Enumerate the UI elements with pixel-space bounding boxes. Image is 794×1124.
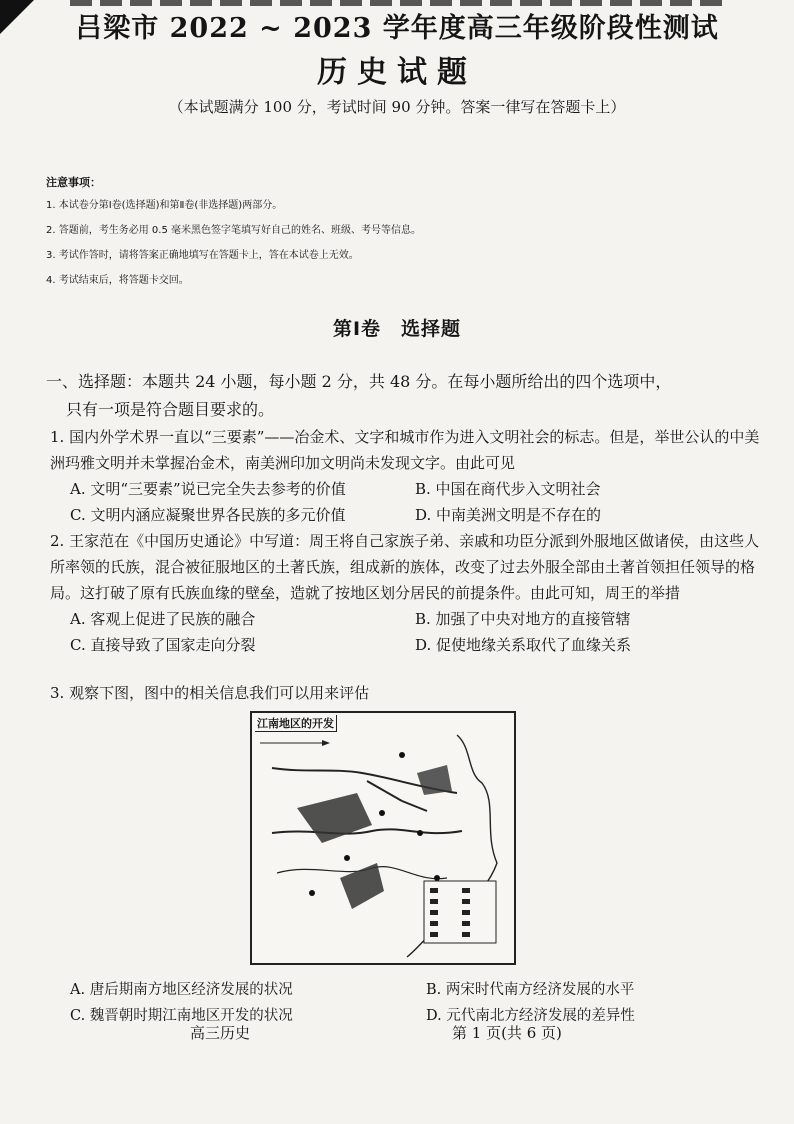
option-d: D. 元代南北方经济发展的差异性 (426, 1008, 635, 1024)
question-stem: 1. 国内外学术界一直以“三要素”——冶金术、文字和城市作为进入文明社会的标志。但是，举世公认的中美洲玛雅文明并未掌握冶金术，南美洲印加文明尚未发现文字。由此可见 (50, 428, 760, 472)
city-marker (344, 855, 350, 861)
exam-note: （本试题满分 100 分，考试时间 90 分钟。答案一律写在答题卡上） (168, 98, 626, 116)
city-marker (309, 890, 315, 896)
notice-item: 4. 考试结束后，将答题卡交回。 (46, 275, 189, 286)
map-title: 江南地区的开发 (255, 715, 337, 732)
city-marker (434, 875, 440, 881)
option-b: B. 两宋时代南方经济发展的水平 (426, 982, 635, 998)
question-options (50, 476, 760, 528)
route-line (367, 781, 402, 801)
migration-arrow-south (340, 863, 384, 909)
option-a: A. 文明“三要素”说已完全失去参考的价值 (70, 480, 346, 498)
question-2 (50, 528, 760, 658)
question-stem: 3. 观察下图，图中的相关信息我们可以用来评估 (50, 684, 370, 702)
option-b: B. 中国在商代步入文明社会 (415, 480, 601, 498)
question-3-options (50, 978, 770, 1030)
footer-subject: 高三历史 (190, 1024, 251, 1042)
question-3 (50, 680, 760, 706)
jiangnan-development-map (250, 711, 516, 965)
migration-arrow-east (417, 765, 452, 795)
option-d: D. 促使地缘关系取代了血缘关系 (415, 636, 632, 654)
notice-list (46, 198, 746, 298)
city-marker (399, 752, 405, 758)
exam-subtitle: 历史试题 (317, 55, 477, 90)
section-instruction-line-2: 只有一项是符合题目要求的。 (66, 400, 275, 419)
notice-item: 2. 答题前，考生务必用 0.5 毫米黑色签字笔填写好自己的姓名、班级、考号等信息。 (46, 225, 421, 236)
route-line (402, 801, 427, 811)
notice-heading: 注意事项： (46, 176, 101, 189)
question-1 (50, 424, 760, 528)
migration-arrow-west (297, 793, 372, 843)
section-title: 第Ⅰ卷 选择题 (332, 318, 462, 340)
option-c: C. 魏晋朝时期江南地区开发的状况 (70, 1008, 293, 1024)
notice-item: 1. 本试卷分第Ⅰ卷(选择题)和第Ⅱ卷(非选择题)两部分。 (46, 200, 283, 211)
option-d: D. 中南美洲文明是不存在的 (415, 506, 602, 524)
option-a: A. 唐后期南方地区经济发展的状况 (70, 982, 293, 998)
section-instruction-line-1: 一、选择题：本题共 24 小题，每小题 2 分，共 48 分。在每小题所给出的四个选项中， (46, 372, 672, 391)
map-drawing (252, 713, 514, 963)
city-marker (379, 810, 385, 816)
river-yangtze (272, 829, 462, 833)
footer-page-number: 第 1 页(共 6 页) (452, 1024, 562, 1042)
city-marker (417, 830, 423, 836)
question-options (50, 978, 770, 1030)
legend-arrow-head (322, 740, 330, 746)
option-c: C. 直接导致了国家走向分裂 (70, 636, 256, 654)
section-instruction (46, 368, 766, 424)
exam-title: 吕梁市 2022 ~ 2023 学年度高三年级阶段性测试 (75, 13, 719, 44)
option-a: A. 客观上促进了民族的融合 (70, 610, 256, 628)
option-c: C. 文明内涵应凝聚世界各民族的多元价值 (70, 506, 346, 524)
option-b: B. 加强了中央对地方的直接管辖 (415, 610, 631, 628)
question-options (50, 606, 760, 658)
notice-item: 3. 考试作答时，请将答案正确地填写在答题卡上，答在本试卷上无效。 (46, 250, 359, 261)
question-stem: 2. 王家范在《中国历史通论》中写道：周王将自己家族子弟、亲戚和功臣分派到外服地区做诸侯，由这些人所率领的氏族，混合被征服地区的土著氏族，组成新的族体，改变了过去外服全部由土著首领担任领导的格局。这打破了原有氏族血缘的壁垒，造就了按地区划分居民的前提条件。由此可知，周王的举措 (50, 532, 760, 602)
